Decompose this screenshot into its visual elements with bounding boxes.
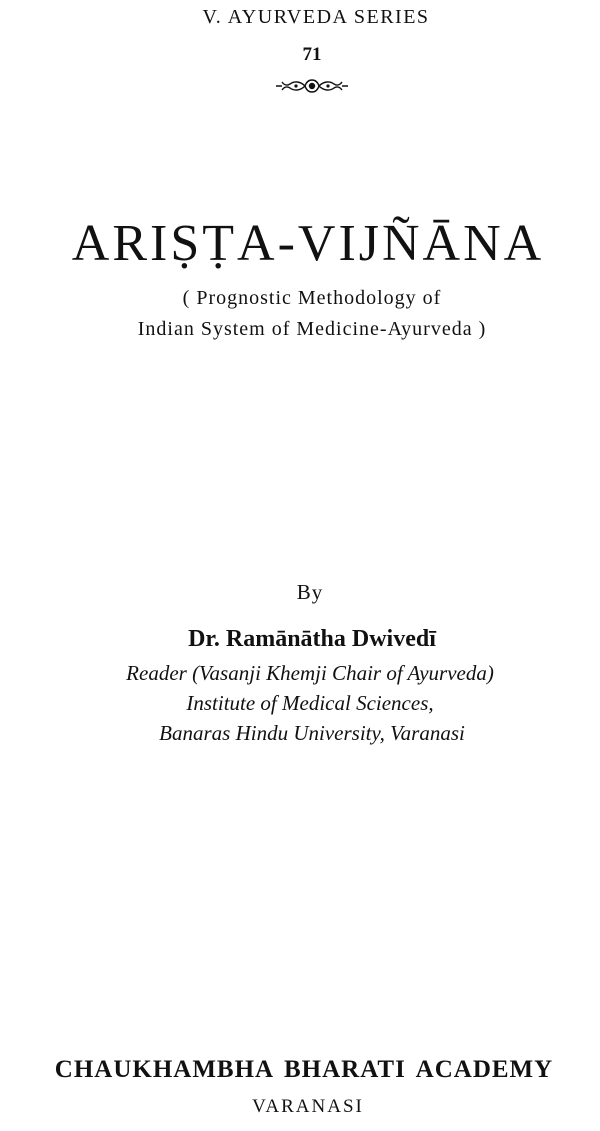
series-name: V. AYURVEDA SERIES <box>202 6 430 28</box>
publisher-city: VARANASI <box>252 1096 364 1117</box>
author-affiliation-line: Banaras Hindu University, Varanasi <box>159 721 465 745</box>
publisher-name: CHAUKHAMBHA BHARATI ACADEMY <box>54 1056 554 1083</box>
author-affiliation-line: Institute of Medical Sciences, <box>186 691 434 715</box>
series-number: 71 <box>302 44 322 65</box>
book-title: ARIṢṬA-VIJÑĀNA <box>71 215 545 272</box>
author-name: Dr. Ramānātha Dwivedī <box>188 626 436 652</box>
by-label: By <box>296 580 324 604</box>
subtitle-line-2: Indian System of Medicine-Ayurveda ) <box>137 318 487 340</box>
floral-ornament-icon <box>12 76 600 100</box>
author-affiliation-line: Reader (Vasanji Khemji Chair of Ayurveda) <box>126 661 494 685</box>
subtitle-line-1: ( Prognostic Methodology of <box>182 287 442 309</box>
